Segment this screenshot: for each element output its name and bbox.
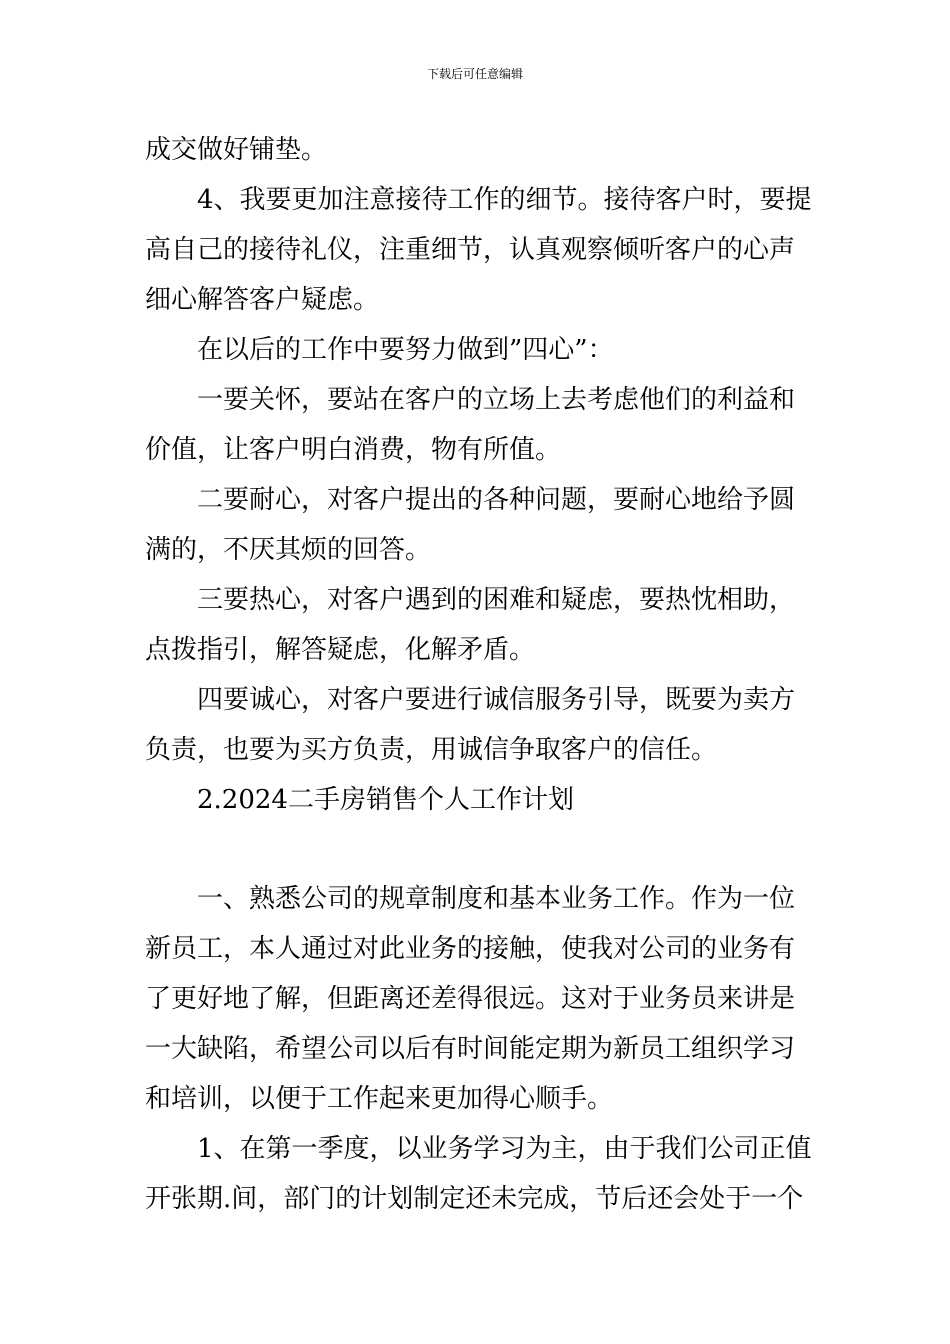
paragraph-line: 一、熟悉公司的规章制度和基本业务工作。作为一位 [197,884,796,914]
blank-gap [145,825,805,874]
section-heading: 2.2024二手房销售个人工作计划 [197,785,574,815]
paragraph-line: 一大缺陷，希望公司以后有时间能定期为新员工组织学习 [145,1034,796,1064]
paragraph-line: 四要诚心，对客户要进行诚信服务引导，既要为卖方 [197,685,796,715]
paragraph-line: 负责，也要为买方负责，用诚信争取客户的信任。 [145,735,718,765]
paragraph-line: 三要热心，对客户遇到的困难和疑虑，要热忱相助， [197,585,796,615]
paragraph-line: 一要关怀，要站在客户的立场上去考虑他们的利益和 [197,385,796,415]
paragraph-line: 在以后的工作中要努力做到”四心”： [197,335,614,365]
document-body [145,125,812,1224]
paragraph-line: 满的，不厌其烦的回答。 [145,535,432,565]
page-header: 下载后可任意编辑 [426,67,523,81]
paragraph-line: 了更好地了解，但距离还差得很远。这对于业务员来讲是 [145,984,796,1014]
paragraph-line: 开张期.间，部门的计划制定还未完成，节后还会处于一个 [145,1184,804,1214]
paragraph-line: 1、在第一季度，以业务学习为主，由于我们公司正值 [197,1134,812,1164]
paragraph-line: 新员工，本人通过对此业务的接触，使我对公司的业务有 [145,934,796,964]
paragraph-line: 高自己的接待礼仪，注重细节，认真观察倾听客户的心声 [145,235,796,265]
paragraph-line: 和培训，以便于工作起来更加得心顺手。 [145,1084,614,1114]
paragraph-line: 价值，让客户明白消费，物有所值。 [145,435,562,465]
paragraph-line: 点拨指引，解答疑虑，化解矛盾。 [145,635,536,665]
paragraph-line: 成交做好铺垫。 [145,135,328,165]
paragraph-line: 二要耐心，对客户提出的各种问题，要耐心地给予圆 [197,485,796,515]
paragraph-line: 4、我要更加注意接待工作的细节。接待客户时，要提 [197,185,812,215]
paragraph-line: 细心解答客户疑虑。 [145,285,380,315]
